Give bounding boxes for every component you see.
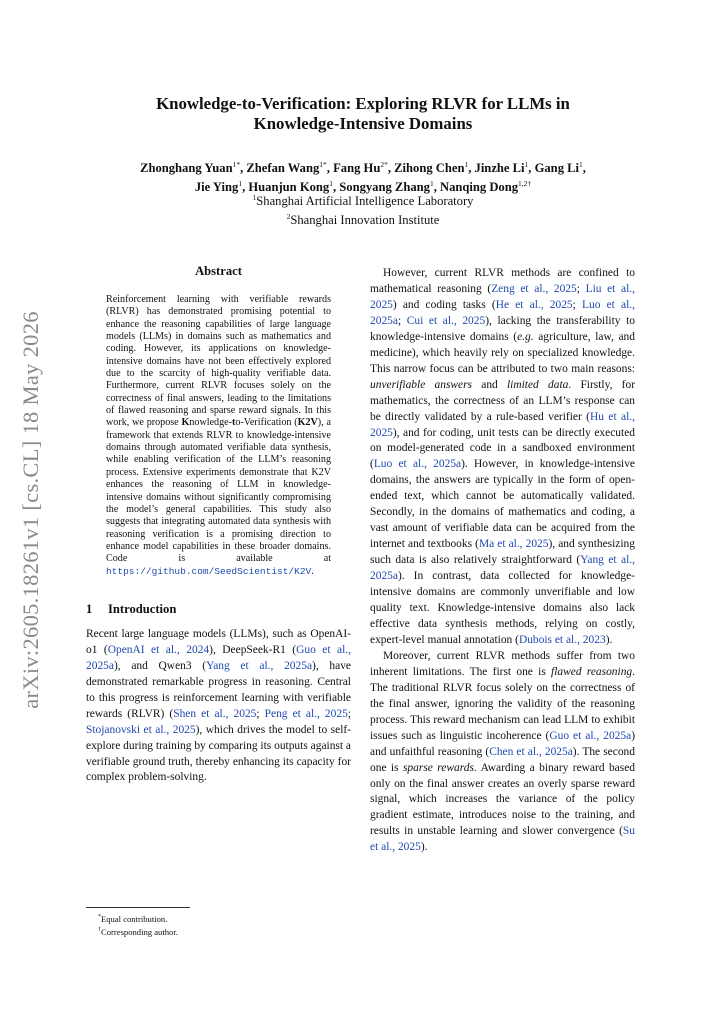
abstract-text [106, 294, 331, 578]
author-name: Jie Ying [194, 180, 239, 195]
author-separator: , [332, 180, 340, 195]
citation-link[interactable]: Luo et al., 2025a [370, 298, 635, 327]
author-separator: , [582, 161, 586, 176]
affiliation [90, 190, 636, 209]
text-run: . Awarding a binary reward based only on the final answer creates an overly sparse reward signal, which increases the variance of the policy gradient estimate, introduces noise to the training, and results in unstable learning and slower convergence ( [370, 761, 635, 838]
citation-link[interactable]: Chen et al., 2025a [489, 745, 573, 758]
abstract-bold: K2V [297, 417, 318, 429]
italic-text: unverifiable answers [370, 378, 472, 391]
text-run: . The traditional RLVR focus solely on the correctness of the final answer, ignoring the validity of the reasoning process. This reward mechanism can lead LLM to exhibit issues such as linguistic incoherence ( [370, 665, 636, 742]
text-run: Moreover, current RLVR methods suffer from two inherent limitations. The first one is [370, 649, 635, 678]
author-line-1 [90, 157, 636, 176]
text-run: ). The second one is [370, 745, 635, 774]
author-mark: 1* [232, 160, 241, 169]
text-run: ; [397, 314, 407, 327]
text-run: and [472, 378, 507, 391]
author-name: Zhonghang Yuan [140, 161, 233, 176]
author-separator: , [326, 161, 334, 176]
author-separator: , [387, 161, 395, 176]
citation-link[interactable]: Su et al., 2025 [370, 825, 635, 854]
footnote-corresponding-author [86, 925, 351, 938]
arxiv-identifier: arXiv:2605.18261v1 [cs.CL] 18 May 2026 [18, 311, 43, 709]
footnote-rule [86, 907, 190, 908]
text-run: ), have demonstrated remarkable progress in reasoning. Central to this progress is reinforcement learning with verifiable rewards (RLVR) ( [86, 659, 351, 720]
citation-link[interactable]: OpenAI et al., 2024 [107, 643, 210, 656]
footnote-mark: * [98, 914, 101, 920]
text-run: ). In contrast, data collected for knowledge-intensive domains are commonly unverifiable and low quality text. Knowledge-intensive domains also lack effective data synthesis methods, relying on costly, expert-level manual annotation ( [370, 570, 635, 646]
author-separator: , [242, 180, 249, 195]
citation-link[interactable]: He et al., 2025 [495, 298, 573, 311]
text-run: ). However, in knowledge-intensive domains, the answers are typically in the form of open-ended text, which cannot be automatically validated. Secondly, in the domains of mathematics and coding, a vast amount of verifiable data can be acquired from the internet and textbooks ( [370, 458, 635, 551]
citation-link[interactable]: Liu et al., 2025 [370, 282, 635, 311]
affiliation-mark: 1 [252, 193, 257, 202]
footnote-equal-contribution [86, 912, 351, 925]
intro-paragraph-1 [86, 627, 351, 787]
abstract-heading: Abstract [195, 264, 242, 278]
citation-link[interactable]: Ma et al., 2025 [478, 538, 549, 551]
author-name: Fang Hu [333, 161, 381, 176]
text-run: ), and for coding, unit tests can be directly executed on model-generated code in a sandboxed environment ( [370, 426, 635, 471]
author-name: Huanjun Kong [248, 180, 330, 195]
text-run: However, current RLVR methods are confined to mathematical reasoning ( [370, 267, 635, 295]
citation-link[interactable]: Shen et al., 2025 [173, 707, 257, 720]
citation-link[interactable]: Cui et al., 2025 [406, 314, 486, 327]
section-title: Introduction [108, 601, 177, 616]
text-run: ), lacking the transferability to knowledge-intensive domains ( [370, 314, 635, 343]
citation-link[interactable]: Hu et al., 2025 [370, 410, 635, 439]
abstract-bold: t [231, 417, 236, 429]
text-run: . Firstly, for mathematics, the correctness of an LLM’s response can be directly validated by a rule-based verifier ( [370, 378, 636, 423]
author-separator: , [240, 161, 247, 176]
citation-link[interactable]: Guo et al., 2025a [549, 729, 632, 742]
footnote-mark: † [98, 926, 101, 933]
footnote-text: Equal contribution. [101, 913, 168, 924]
text-run: agriculture, law, and medicine), which heavily rely on specialized knowledge. This narrow focus can be attributed to two main reasons: [370, 330, 635, 375]
text-run: ; [347, 707, 351, 720]
author-mark: 1 [329, 179, 333, 189]
abstract-part: Reinforcement learning with verifiable rewards (RLVR) has demonstrated promising potential to enhance the reasoning capabilities of large language models (LLMs) in domains such as mathematics and coding. However, its applications on knowledge-intensive domains have not been effectively explored due to the scarcity of high-quality verifiable data. Furthermore, current RLVR focuses solely on the correctness of final answers, leading to the limitations of flawed reasoning and sparse reward signals. In this work, we propose [106, 294, 331, 429]
affiliation [90, 209, 636, 228]
citation-link[interactable]: Luo et al., 2025a [373, 458, 462, 471]
author-mark: 1 [238, 179, 243, 189]
citation-link[interactable]: Yang et al., 2025a [206, 659, 313, 672]
text-run: ), which drives the model to self-explore during training by comparing its outputs against a verifiable ground truth, thereby enhancing its capacity for complex problem-solving. [86, 723, 351, 784]
text-run: ; [572, 298, 582, 311]
italic-text: flawed reasoning [551, 665, 633, 678]
citation-link[interactable]: Yang et al., 2025a [370, 554, 635, 583]
author-mark: 1 [429, 179, 434, 189]
title-line-1: Knowledge-to-Verification: Exploring RLVR for LLMs in [156, 94, 570, 113]
text-run: ; [576, 282, 586, 295]
affiliation-mark: 2 [286, 212, 291, 222]
text-run: Recent large language models (LLMs), such as OpenAI-o1 ( [86, 627, 351, 656]
author-mark: 2* [380, 160, 388, 169]
citation-link[interactable]: Dubois et al., 2023 [518, 633, 606, 646]
author-name: Jinzhe Li [474, 161, 525, 176]
intro-paragraph-2 [370, 266, 635, 649]
author-separator: , [528, 161, 535, 176]
italic-text: e.g. [517, 330, 534, 343]
author-name: Zihong Chen [394, 161, 465, 176]
author-mark: 1 [524, 160, 529, 169]
author-name: Songyang Zhang [339, 180, 430, 195]
text-run: ). [605, 633, 613, 646]
citation-link[interactable]: Peng et al., 2025 [264, 707, 348, 720]
arxiv-sidebar [14, 295, 48, 725]
citation-link[interactable]: Guo et al., 2025a [86, 643, 351, 672]
title-line-2: Knowledge-Intensive Domains [253, 114, 473, 133]
affiliation-name: Shanghai Artificial Intelligence Laboratory [256, 194, 474, 209]
text-run: ), and Qwen3 ( [113, 659, 207, 672]
author-name: Zhefan Wang [246, 161, 320, 176]
abstract-part: nowledge- [189, 417, 232, 429]
author-mark: 1* [319, 160, 327, 169]
italic-text: sparse rewards [402, 761, 474, 774]
paper-title [90, 94, 636, 134]
author-mark: 1 [464, 160, 469, 169]
citation-link[interactable]: Stojanovski et al., 2025 [86, 723, 196, 736]
footnotes [86, 907, 351, 938]
text-run: ) and unfaithful reasoning ( [370, 729, 635, 758]
author-separator: , [433, 180, 440, 195]
text-run: ), and synthesizing such data is also relatively straightforward ( [370, 538, 635, 567]
left-column [86, 264, 351, 786]
author-separator: , [468, 161, 475, 176]
abstract-part: . [311, 565, 314, 577]
citation-link[interactable]: Zeng et al., 2025 [491, 282, 577, 295]
intro-paragraph-3 [370, 649, 635, 856]
footnote-text: Corresponding author. [101, 926, 178, 937]
text-run: ). [420, 841, 428, 854]
affiliation-list [90, 190, 636, 228]
abstract-part: ), a framework that extends RLVR to knowledge-intensive domains through automated verifiable data synthesis, while enabling verification of the LLM’s reasoning process. Extensive experiments demonstrate that K2V enhances the reasoning of LLM in knowledge-intensive domains without significantly compromising the model’s general capabilities. This study also suggests that integrating automated data synthesis with reasoning verification is a promising direction to enhance model capabilities in these broader domains. Code is available at [106, 417, 331, 565]
italic-text: limited data [507, 378, 569, 391]
author-name: Nanqing Dong [439, 180, 519, 195]
abstract-part: o-Verification ( [235, 417, 298, 429]
author-mark: 1 [579, 160, 583, 169]
abstract-bold: K [181, 417, 190, 429]
section-number: 1 [86, 601, 93, 616]
text-run: ; [256, 707, 265, 720]
text-run: ) and coding tasks ( [392, 298, 496, 311]
author-name: Gang Li [534, 161, 580, 176]
text-run: ), DeepSeek-R1 ( [209, 643, 297, 656]
code-link[interactable]: https://github.com/SeedScientist/K2V [106, 565, 312, 577]
section-heading-introduction [86, 602, 351, 617]
right-column [370, 266, 635, 856]
author-mark: 1,2† [518, 179, 532, 189]
affiliation-name: Shanghai Innovation Institute [290, 213, 440, 228]
